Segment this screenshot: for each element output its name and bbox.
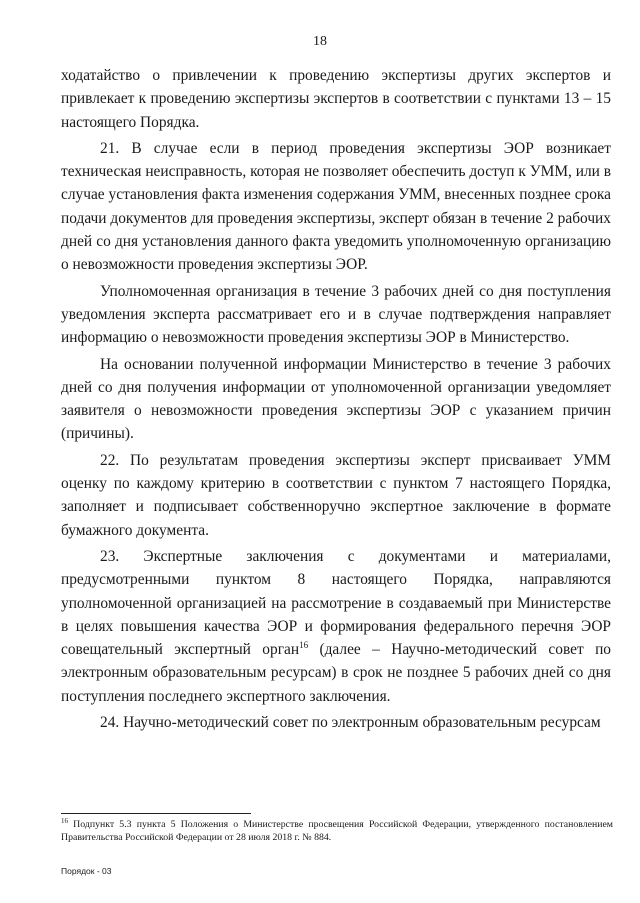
document-label: Порядок - 03 [61,866,112,876]
paragraph-23-text-b: (далее – Научно-методический совет по электронным образовательным ресурсам) в срок не позднее 5 рабочих дней со дня поступления последнего экспертного заключения. [61,641,611,705]
paragraph-24: 24. Научно-методический совет по электронным образовательным ресурсам [100,714,601,732]
page-number: 18 [313,34,327,49]
paragraph-continuation: ходатайство о привлечении к проведению экспертизы других экспертов и привлекает к проведению экспертизы экспертов в соответствии с пунктами 13 – 15 настоящего Порядка. [61,67,611,131]
paragraph-23 [61,545,611,708]
footnote [61,818,613,844]
paragraph-23-text-a: 23. Экспертные заключения с документами и материалами, предусмотренными пунктом 8 настоящего Порядка, направляются уполномоченной организацией на рассмотрение в создаваемый при Министерстве в целях повышения качества ЭОР и формирования федерального перечня ЭОР совещательный экспертный орган [61,547,611,659]
footnote-number: 16 [61,817,68,825]
footnote-separator [61,813,251,814]
paragraph-21: 21. В случае если в период проведения экспертизы ЭОР возникает техническая неисправность, которая не позволяет обеспечить доступ к УММ, или в случае установления факта изменения содержания УММ, внесенных позднее срока подачи документов для проведения экспертизы, эксперт обязан в течение 2 рабочих дней со дня установления данного факта уведомить уполномоченную организацию о невозможности проведения экспертизы ЭОР. [61,139,611,274]
paragraph-21-part-3: На основании полученной информации Министерство в течение 3 рабочих дней со дня получения информации от уполномоченной организации уведомляет заявителя о невозможности проведения экспертизы ЭОР с указанием причин (причины). [61,355,611,443]
footnote-text: Подпункт 5.3 пункта 5 Положения о Министерстве просвещения Российской Федерации, утвержденного постановлением Правительства Российской Федерации от 28 июля 2018 г. № 884. [61,819,613,843]
body-text [61,64,611,734]
paragraph-21-part-2: Уполномоченная организация в течение 3 рабочих дней со дня поступления уведомления эксперта рассматривает его и в случае подтверждения направляет информацию о невозможности проведения экспертизы ЭОР в Министерство. [61,282,611,347]
footnote-reference: 16 [299,640,309,651]
paragraph-22: 22. По результатам проведения экспертизы эксперт присваивает УММ оценку по каждому критерию в соответствии с пунктом 7 настоящего Порядка, заполняет и подписывает собственноручно экспертное заключение в формате бумажного документа. [61,451,611,539]
